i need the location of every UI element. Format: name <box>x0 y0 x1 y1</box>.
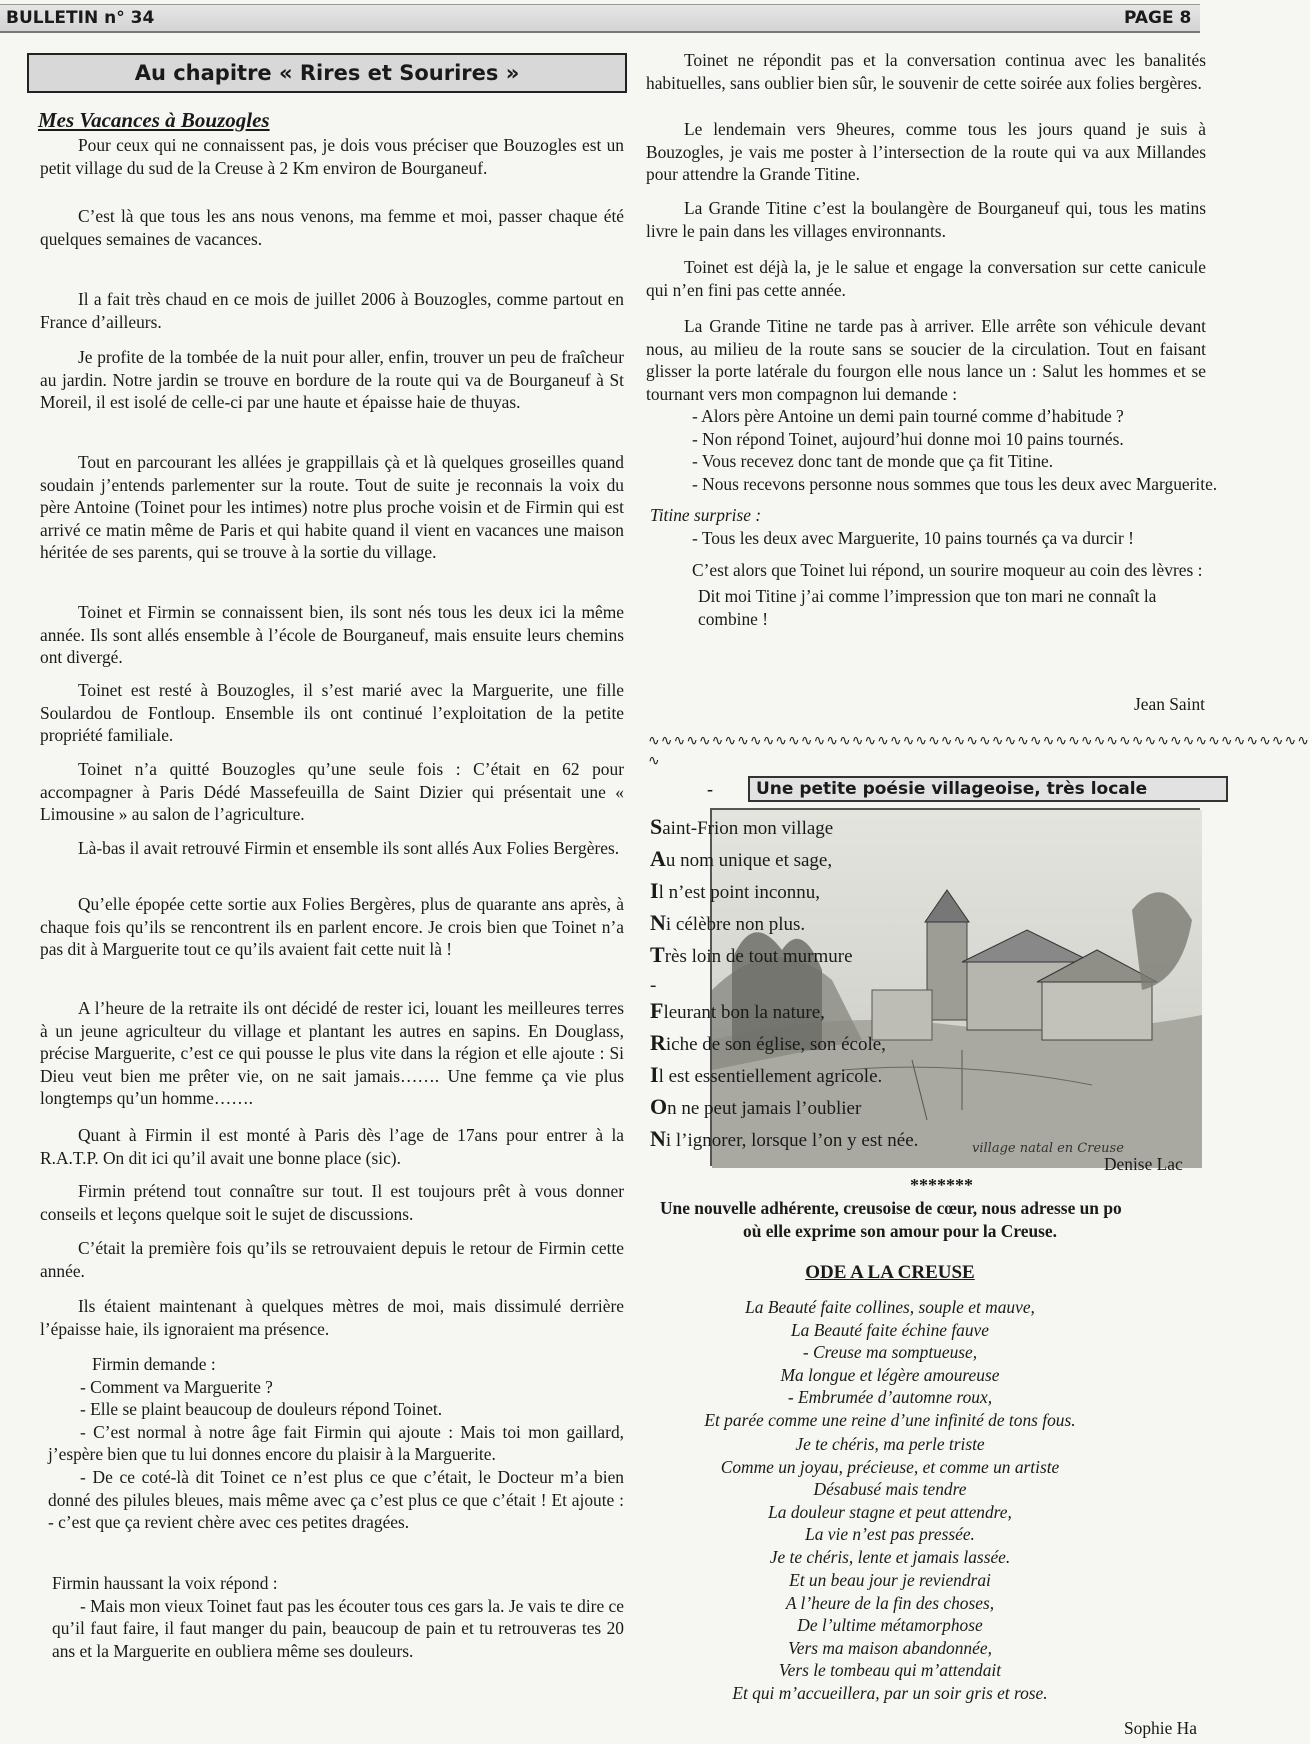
article-title: Mes Vacances à Bouzogles <box>38 108 270 132</box>
page-number: PAGE 8 <box>1124 8 1192 28</box>
paragraph: C’est là que tous les ans nous venons, ma femme et moi, passer chaque été quelques semaines de vacances. <box>40 206 624 249</box>
acrostic-line: Il n’est point inconnu, <box>650 878 821 903</box>
separator-stars: ******* <box>910 1175 973 1195</box>
acrostic-line: Saint-Frion mon village <box>650 814 834 839</box>
paragraph: Toinet est resté à Bouzogles, il s’est marié avec la Marguerite, une fille Soulardou de Fontloup. Ensemble ils ont continué l’exploitation de la petite propriété familiale. <box>40 680 624 746</box>
signature: Sophie Ha <box>1124 1718 1197 1738</box>
acrostic-line: Il est essentiellement agricole. <box>650 1062 883 1087</box>
poem-stanza: Et un beau jour je reviendrai A l’heure de la fin des choses, De l’ultime métamorphose Vers ma maison abandonnée, Vers le tombeau qui m’attendait Et qui m’accueillera, par un soir gris et rose. <box>732 1570 1048 1703</box>
paragraph: Qu’elle épopée cette sortie aux Folies Bergères, plus de quarante ans après, à chaque fois qu’ils se rencontrent ils en parlent encore. Je crois bien que Toinet n’a pas dit à Marguerite tout ce qu’ils avaient fait cette nuit là ! <box>40 894 624 960</box>
page-header <box>0 4 1200 33</box>
acrostic-line: On ne peut jamais l’oublier <box>650 1094 862 1119</box>
acrostic-line: Ni l’ignorer, lorsque l’on y est née. <box>650 1126 919 1151</box>
paragraph: Pour ceux qui ne connaissent pas, je dois vous préciser que Bouzogles est un petit village du sud de la Creuse à 2 Km environ de Bourganeuf. <box>40 135 624 178</box>
paragraph: Là-bas il avait retrouvé Firmin et ensemble ils sont allés Aux Folies Bergères. <box>78 838 620 858</box>
paragraph: La Grande Titine c’est la boulangère de Bourganeuf qui, tous les matins livre le pain dans les villages environnants. <box>646 198 1206 241</box>
paragraph: Je profite de la tombée de la nuit pour aller, enfin, trouver un peu de fraîcheur au jardin. Notre jardin se trouve en bordure de la route qui va de Bourganeuf à St Moreil, il est isolé de celle-ci par une haute et épaisse haie de thuyas. <box>40 347 624 413</box>
poem-dash: - <box>707 779 713 799</box>
paragraph: Toinet et Firmin se connaissent bien, ils sont nés tous les deux ici la même année. Ils sont allés ensemble à l’école de Bourganeuf, mais ensuite leurs chemins ont divergé. <box>40 602 624 668</box>
sketch-caption: village natal en Creuse <box>972 1141 1124 1156</box>
paragraph: Toinet est déjà la, je le salue et engage la conversation sur cette canicule qui n’en fini pas cette année. <box>646 257 1206 300</box>
acrostic-line: Très loin de tout murmure <box>650 942 853 967</box>
poem-stanza: La Beauté faite collines, souple et mauve, La Beauté faite échine fauve - Creuse ma somptueuse, Ma longue et légère amoureuse - Embrumée d’automne roux, Et parée comme une reine d’une infinité de tons fous. <box>704 1297 1076 1430</box>
paragraph: Quant à Firmin il est monté à Paris dès l’age de 17ans pour entrer à la R.A.T.P. On dit ici qu’il avait une bonne place (sic). <box>40 1125 624 1168</box>
ornamental-divider: ∿∿∿∿∿∿∿∿∿∿∿∿∿∿∿∿∿∿∿∿∿∿∿∿∿∿∿∿∿∿∿∿∿∿∿∿∿∿∿∿∿∿∿∿∿∿∿∿∿∿∿∿ <box>648 734 1310 749</box>
chapter-banner: Au chapitre « Rires et Sourires » <box>27 53 627 93</box>
paragraph: Le lendemain vers 9heures, comme tous les jours quand je suis à Bouzogles, je vais me poster à l’intersection de la route qui va aux Millandes pour attendre la Grande Titine. <box>646 119 1206 185</box>
dialogue: Firmin demande : - Comment va Marguerite ? - Elle se plaint beaucoup de douleurs répond Toinet. - C’est normal à notre âge fait Firmin qui ajoute : Mais toi mon gaillard, j’espère bien que tu lui donnes encore du plaisir à la Marguerite. - De ce coté-là dit Toinet ce n’est plus ce que c’était, le Docteur m’a bien donné des pilules bleues, mais même avec ça c’est plus ce que c’était ! Et ajoute : - c’est que ça revient chère avec ces petites dragées. <box>48 1354 624 1533</box>
dialogue: Firmin haussant la voix répond : - Mais mon vieux Toinet faut pas les écouter tous ces gars la. Je vais te dire ce qu’il faut faire, il faut manger du pain, beaucoup de pain et tu retrouveras tes 20 ans et la Marguerite en oubliera même ses douleurs. <box>52 1573 624 1661</box>
paragraph: Ils étaient maintenant à quelques mètres de moi, mais dissimulé derrière l’épaisse haie, ils ignoraient ma présence. <box>40 1296 624 1339</box>
paragraph: Toinet ne répondit pas et la conversation continua avec les banalités habituelles, sans oublier bien sûr, le souvenir de cette soirée aux folies bergères. <box>646 50 1206 93</box>
signature: Jean Saint <box>1134 694 1205 714</box>
paragraph: Firmin prétend tout connaître sur tout. Il est toujours prêt à vous donner conseils et leçons quelque soit le sujet de discussions. <box>40 1181 624 1224</box>
paragraph: Tout en parcourant les allées je grappillais çà et là quelques groseilles quand soudain j’entends parlementer sur la route. Tout de suite je reconnais la voix du père Antoine (Toinet pour les intimes) notre plus proche voisin et de Firmin qui est arrivé ce matin même de Paris et qui habite quand il vient en vacances une maison héritée de ses parents, qui se trouve à la sortie du village. <box>40 452 624 563</box>
poem-title: ODE A LA CREUSE <box>805 1262 975 1283</box>
acrostic-line: Riche de son église, son école, <box>650 1030 886 1055</box>
acrostic-line: Fleurant bon la nature, <box>650 998 825 1023</box>
poem-header: Une petite poésie villageoise, très locale <box>748 776 1228 802</box>
intro-text: où elle exprime son amour pour la Creuse. <box>743 1221 1057 1241</box>
signature: Denise Lac <box>1104 1154 1183 1174</box>
acrostic-line: Au nom unique et sage, <box>650 846 833 871</box>
paragraph: Toinet n’a quitté Bouzogles qu’une seule fois : C’était en 62 pour accompagner à Paris Dédé Massefeuilla de Saint Dizier qui présentait une « Limousine » au salon de l’agriculture. <box>40 759 624 825</box>
bulletin-number: BULLETIN n° 34 <box>6 8 155 28</box>
paragraph: La Grande Titine ne tarde pas à arriver. Elle arrête son véhicule devant nous, au milieu de la route sans se soucier de la circulation. Tout en faisant glisser la porte latérale du fourgon elle nous lance un : Salut les hommes et se tournant vers mon compagnon lui demande : <box>646 316 1206 404</box>
intro-text: Une nouvelle adhérente, creusoise de cœur, nous adresse un po <box>660 1198 1122 1218</box>
paragraph: A l’heure de la retraite ils ont décidé de rester ici, louant les meilleures terres à un jeune agriculteur du village et plantant les autres en sapins. En Douglass, précise Marguerite, c’est ce qui pousse le plus vite dans la région et elle ajoute : Si Dieu veut bien me prêter vie, on ne sait jamais……. Une femme ça vie plus longtemps qu’un homme……. <box>40 998 624 1109</box>
paragraph: Il a fait très chaud en ce mois de juillet 2006 à Bouzogles, comme partout en France d’ailleurs. <box>40 289 624 332</box>
poem-stanza: Je te chéris, ma perle triste Comme un joyau, précieuse, et comme un artiste Désabusé mais tendre La douleur stagne et peut attendre, La vie n’est pas pressée. Je te chéris, lente et jamais lassée. <box>720 1434 1060 1567</box>
ornament-glyph: ∿ <box>648 754 660 769</box>
paragraph: C’était la première fois qu’ils se retrouvaient depuis le retour de Firmin cette année. <box>40 1238 624 1281</box>
acrostic-line: - <box>650 975 657 996</box>
acrostic-line: Ni célèbre non plus. <box>650 910 806 935</box>
dialogue: - Alors père Antoine un demi pain tourné comme d’habitude ? - Non répond Toinet, aujourd’hui donne moi 10 pains tournés. - Vous recevez donc tant de monde que ça fit Titine. - Nous recevons personne nous sommes que tous les deux avec Marguerite. Titine surprise : - Tous les deux avec Marguerite, 10 pains tournés ça va durcir ! C’est alors que Toinet lui répond, un sourire moqueur au coin des lèvres : Dit moi Titine j’ai comme l’impression que ton mari ne connaît la combine ! <box>650 406 1218 629</box>
